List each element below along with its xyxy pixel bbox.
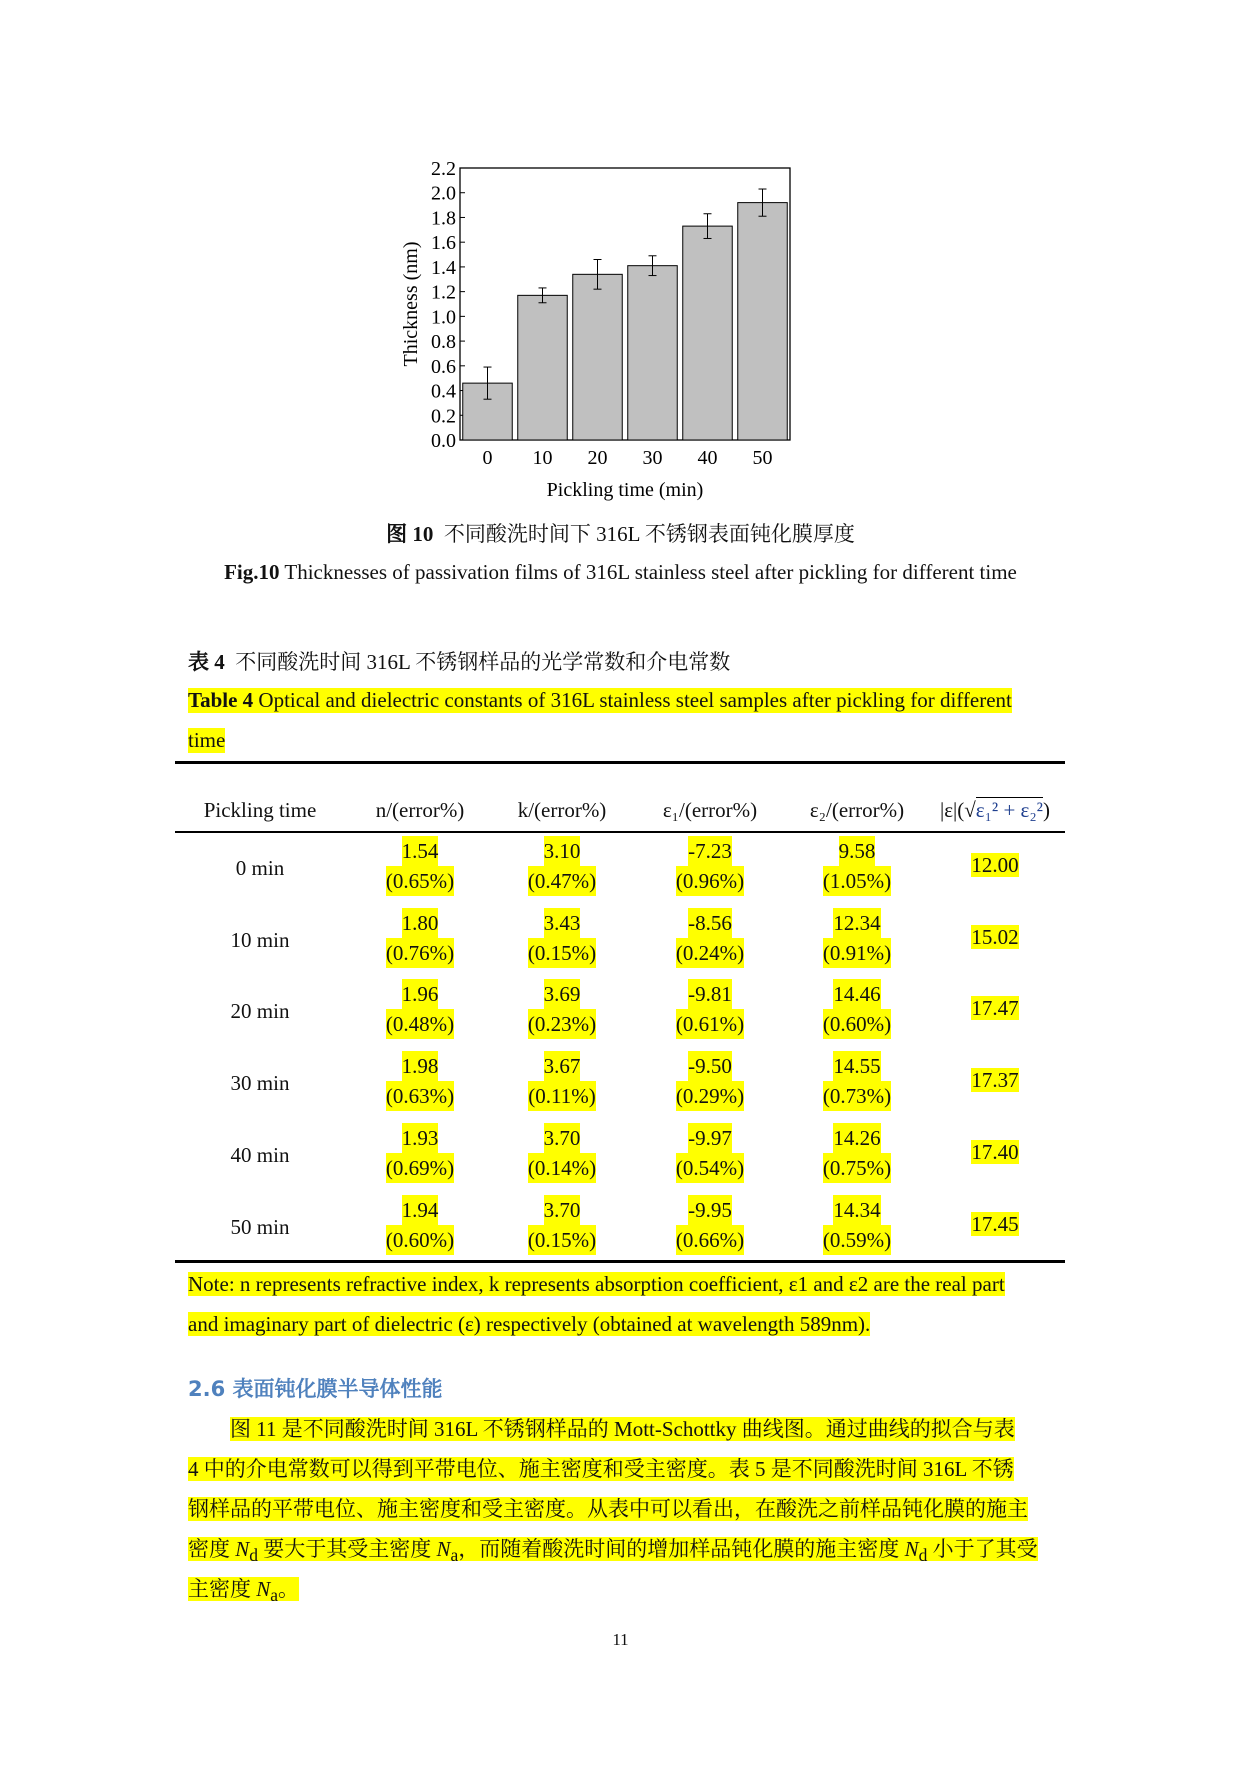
cell-e2 — [817, 836, 897, 896]
section-heading: 2.6 表面钝化膜半导体性能 — [188, 1377, 443, 1401]
symbol-Na: N — [436, 1537, 451, 1561]
cell-k — [522, 1123, 602, 1183]
y-tick-label: 0.0 — [431, 430, 456, 452]
paragraph-text-5a: 主密度 — [188, 1577, 257, 1601]
figure-caption-cn-text: 不同酸洗时间下 316L 不锈钢表面钝化膜厚度 — [443, 522, 855, 546]
paragraph-line1 — [230, 1413, 1053, 1443]
x-tick-label: 50 — [752, 447, 773, 469]
table-header-rule — [175, 831, 1065, 833]
cell-e2-error: (0.60%) — [823, 1009, 891, 1039]
y-tick-label: 1.0 — [431, 306, 456, 329]
figure-caption-cn — [0, 518, 1241, 548]
cell-e1 — [670, 1051, 750, 1111]
cell-e1-value: -7.23 — [688, 836, 732, 866]
cell-e2-value: 14.26 — [833, 1123, 880, 1153]
bars-group — [463, 189, 788, 440]
cell-abs — [955, 925, 1035, 950]
table-note-line1 — [188, 1272, 1053, 1297]
paragraph-line5 — [188, 1573, 1053, 1606]
paragraph-line4 — [188, 1533, 1053, 1566]
header-e1: ε₁/(error%) — [662, 798, 758, 822]
cell-e2-error: (0.75%) — [823, 1153, 891, 1183]
cell-abs-value: 17.47 — [971, 996, 1019, 1020]
x-tick-label: 30 — [642, 447, 663, 469]
cell-k — [522, 908, 602, 968]
bar — [518, 295, 568, 440]
cell-e2-value: 14.55 — [833, 1051, 880, 1081]
cell-e2-value: 14.46 — [833, 979, 880, 1009]
cell-abs-value: 17.37 — [971, 1068, 1019, 1092]
table-bottom-rule — [175, 1260, 1065, 1263]
paragraph-text-4b: 要大于其受主密度 — [258, 1537, 437, 1561]
symbol-Nd-sub: d — [249, 1545, 259, 1566]
cell-e1-error: (0.96%) — [676, 866, 744, 896]
symbol-Nd-2: N — [904, 1537, 919, 1561]
y-tick-label: 1.4 — [431, 256, 456, 279]
cell-e2-error: (0.91%) — [823, 938, 891, 968]
symbol-Na-sub: a — [450, 1545, 459, 1566]
cell-k-error: (0.23%) — [528, 1009, 596, 1039]
cell-e2 — [817, 1123, 897, 1183]
header-abs-prefix: |ε|( — [940, 798, 965, 822]
paragraph-text-4d: 小于了其受 — [927, 1537, 1038, 1561]
paragraph-line3 — [188, 1493, 1053, 1523]
table-caption-en-line1 — [188, 688, 1012, 713]
row-time: 20 min — [230, 999, 290, 1023]
cell-k — [522, 1195, 602, 1255]
cell-abs — [955, 996, 1035, 1021]
cell-n — [380, 1195, 460, 1255]
sqrt-icon: √ — [964, 798, 976, 822]
cell-abs-value: 15.02 — [971, 925, 1019, 949]
y-tick-label: 1.2 — [431, 281, 456, 304]
header-abs-epsilon — [930, 798, 1060, 823]
cell-n-value: 1.98 — [402, 1051, 439, 1081]
cell-e2-error: (0.59%) — [823, 1225, 891, 1255]
y-tick-label: 1.8 — [431, 207, 456, 230]
cell-n-error: (0.76%) — [386, 938, 454, 968]
cell-n — [380, 1051, 460, 1111]
y-tick-label: 2.0 — [431, 182, 456, 205]
cell-e1-error: (0.24%) — [676, 938, 744, 968]
y-tick-label: 0.2 — [431, 405, 456, 428]
cell-k-error: (0.15%) — [528, 938, 596, 968]
cell-k-error: (0.47%) — [528, 866, 596, 896]
y-axis-label: Thickness (nm) — [400, 241, 422, 367]
row-time: 30 min — [230, 1071, 290, 1095]
x-tick-label: 40 — [697, 447, 718, 469]
header-abs-formula: ε₁² + ε₂² — [975, 798, 1043, 822]
cell-e1-error: (0.66%) — [676, 1225, 744, 1255]
cell-abs — [955, 1212, 1035, 1237]
y-tick-label: 1.6 — [431, 232, 456, 255]
cell-e2-value: 14.34 — [833, 1195, 880, 1225]
cell-k-value: 3.10 — [544, 836, 581, 866]
y-tick-label: 0.4 — [431, 380, 456, 403]
figure-label-en: Fig.10 — [224, 560, 280, 584]
cell-e1-value: -9.81 — [688, 979, 732, 1009]
cell-abs-value: 12.00 — [971, 853, 1019, 877]
table-top-rule — [175, 761, 1065, 764]
x-axis-label: Pickling time (min) — [546, 479, 704, 501]
table-caption-en-text: Optical and dielectric constants of 316L stainless steel samples after pickling for different — [258, 688, 1012, 712]
cell-abs — [955, 853, 1035, 878]
table-caption-cn-text: 不同酸洗时间 316L 不锈钢样品的光学常数和介电常数 — [235, 650, 731, 674]
cell-k-value: 3.43 — [544, 908, 581, 938]
y-tick-label: 0.8 — [431, 331, 456, 354]
x-tick-label: 20 — [587, 447, 608, 469]
cell-k-error: (0.14%) — [528, 1153, 596, 1183]
cell-n-value: 1.80 — [402, 908, 439, 938]
bar — [683, 226, 733, 440]
cell-e1 — [670, 836, 750, 896]
cell-k-value: 3.70 — [544, 1195, 581, 1225]
figure-label-cn: 图 10 — [386, 522, 434, 546]
figure-caption-en — [0, 560, 1241, 585]
cell-e1-value: -9.97 — [688, 1123, 732, 1153]
cell-k-value: 3.69 — [544, 979, 581, 1009]
y-tick-label: 0.6 — [431, 355, 456, 378]
cell-e1-value: -8.56 — [688, 908, 732, 938]
row-time: 40 min — [230, 1143, 290, 1167]
paragraph-text-1: 图 11 是不同酸洗时间 316L 不锈钢样品的 Mott-Schottky 曲线图。通过曲线的拟合与表 — [230, 1417, 1015, 1441]
cell-n-error: (0.63%) — [386, 1081, 454, 1111]
header-n: n/(error%) — [375, 798, 465, 822]
table-note-text-1: Note: n represents refractive index, k represents absorption coefficient, ε1 and ε2 are the real part — [188, 1272, 1005, 1296]
header-pickling-time: Pickling time — [203, 798, 317, 822]
cell-e1-value: -9.50 — [688, 1051, 732, 1081]
cell-e1 — [670, 1123, 750, 1183]
paragraph-text-4c: ，而随着酸洗时间的增加样品钝化膜的施主密度 — [458, 1537, 905, 1561]
cell-n-error: (0.65%) — [386, 866, 454, 896]
cell-e2-error: (0.73%) — [823, 1081, 891, 1111]
cell-e1 — [670, 1195, 750, 1255]
symbol-Na-sub-2: a — [270, 1585, 279, 1606]
table-caption-en-line2: time — [188, 728, 226, 752]
cell-n-error: (0.48%) — [386, 1009, 454, 1039]
cell-abs — [955, 1068, 1035, 1093]
cell-e1 — [670, 908, 750, 968]
cell-e1-error: (0.29%) — [676, 1081, 744, 1111]
bar — [738, 203, 788, 440]
symbol-Nd-sub-2: d — [918, 1545, 928, 1566]
symbol-Na-2: N — [256, 1577, 271, 1601]
cell-e2 — [817, 908, 897, 968]
cell-n-value: 1.93 — [402, 1123, 439, 1153]
cell-e2-value: 9.58 — [839, 836, 876, 866]
cell-k — [522, 836, 602, 896]
cell-abs-value: 17.40 — [971, 1140, 1019, 1164]
cell-n — [380, 979, 460, 1039]
paragraph-text-3: 钢样品的平带电位、施主密度和受主密度。从表中可以看出，在酸洗之前样品钝化膜的施主 — [188, 1497, 1028, 1521]
paragraph-text-2: 4 中的介电常数可以得到平带电位、施主密度和受主密度。表 5 是不同酸洗时间 316L 不锈 — [188, 1457, 1014, 1481]
cell-e2 — [817, 1051, 897, 1111]
paragraph-text-4a: 密度 — [188, 1537, 236, 1561]
cell-e2 — [817, 979, 897, 1039]
cell-k-value: 3.67 — [544, 1051, 581, 1081]
cell-k-error: (0.15%) — [528, 1225, 596, 1255]
cell-k — [522, 979, 602, 1039]
cell-n — [380, 908, 460, 968]
row-time: 0 min — [235, 856, 285, 880]
cell-abs — [955, 1140, 1035, 1165]
cell-e1-error: (0.61%) — [676, 1009, 744, 1039]
cell-k — [522, 1051, 602, 1111]
cell-n-value: 1.54 — [402, 836, 439, 866]
cell-k-value: 3.70 — [544, 1123, 581, 1153]
cell-n — [380, 1123, 460, 1183]
cell-n — [380, 836, 460, 896]
cell-abs-value: 17.45 — [971, 1212, 1019, 1236]
x-tick-label: 0 — [482, 447, 493, 469]
symbol-Nd: N — [235, 1537, 250, 1561]
cell-k-error: (0.11%) — [528, 1081, 595, 1111]
row-time: 50 min — [230, 1215, 290, 1239]
y-tick-label: 2.2 — [431, 158, 456, 180]
table-label-cn: 表 4 — [188, 650, 225, 674]
header-e2: ε₂/(error%) — [809, 798, 905, 822]
thickness-bar-chart — [395, 158, 845, 501]
bar — [573, 274, 623, 440]
cell-e1 — [670, 979, 750, 1039]
cell-n-value: 1.94 — [402, 1195, 439, 1225]
x-tick-label: 10 — [532, 447, 553, 469]
paragraph-text-5b: 。 — [278, 1577, 300, 1601]
cell-e2 — [817, 1195, 897, 1255]
header-abs-suffix: ) — [1042, 798, 1050, 822]
table-label-en: Table 4 — [188, 688, 254, 712]
cell-n-error: (0.69%) — [386, 1153, 454, 1183]
figure-caption-en-text: Thicknesses of passivation films of 316L stainless steel after pickling for different time — [284, 560, 1017, 584]
page-number: 11 — [612, 1630, 629, 1649]
table-note-text-2: and imaginary part of dielectric (ε) respectively (obtained at wavelength 589nm). — [188, 1312, 871, 1336]
table-caption-cn — [188, 646, 730, 676]
table-note-line2 — [188, 1312, 1053, 1337]
cell-e1-error: (0.54%) — [676, 1153, 744, 1183]
header-k: k/(error%) — [517, 798, 607, 822]
cell-n-error: (0.60%) — [386, 1225, 454, 1255]
paragraph-line2 — [188, 1453, 1053, 1483]
cell-e1-value: -9.95 — [688, 1195, 732, 1225]
cell-n-value: 1.96 — [402, 979, 439, 1009]
cell-e2-value: 12.34 — [833, 908, 880, 938]
bar — [628, 266, 678, 440]
row-time: 10 min — [230, 928, 290, 952]
cell-e2-error: (1.05%) — [823, 866, 891, 896]
